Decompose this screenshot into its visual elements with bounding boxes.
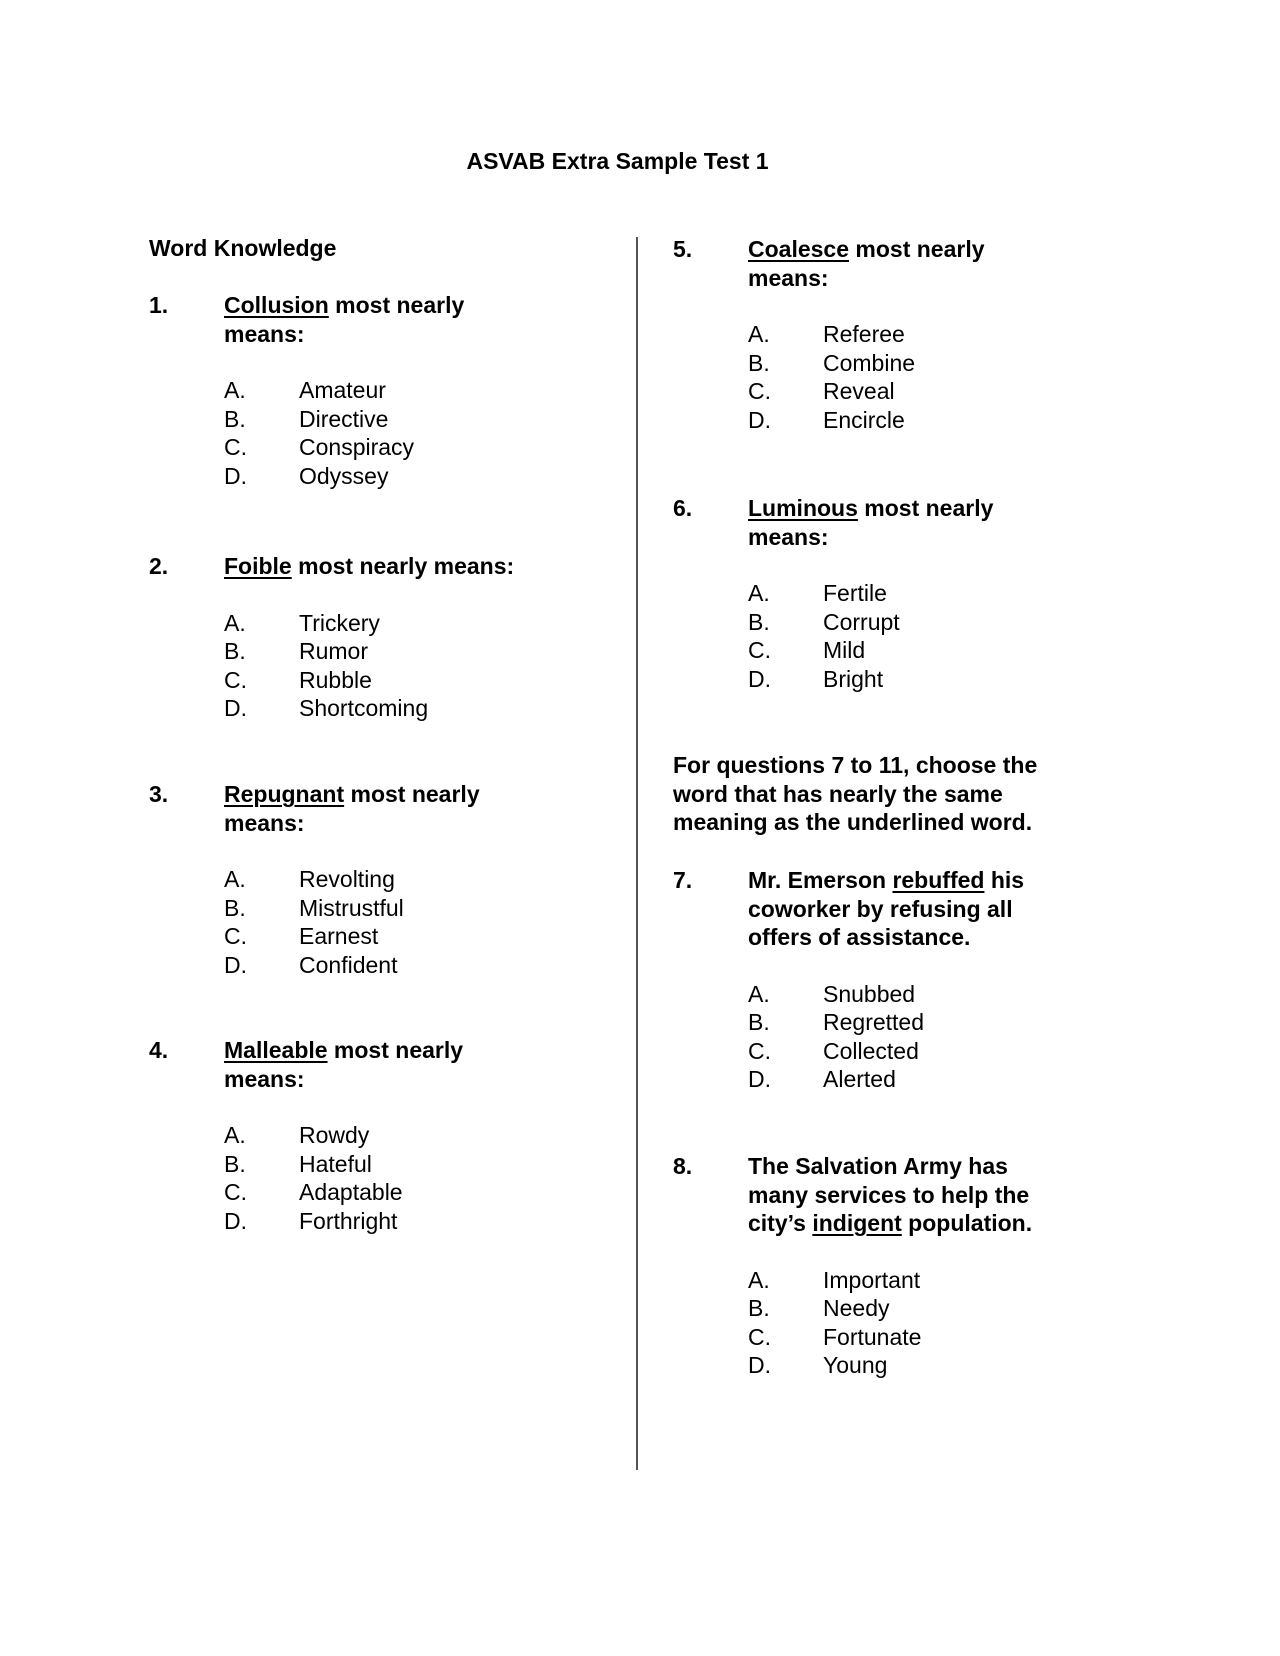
answer-option[interactable]: C. Reveal [748,378,895,404]
question-4 [149,1036,589,1235]
question-5 [673,235,1113,434]
answer-option[interactable]: A. Rowdy [224,1122,370,1148]
question-6 [673,494,1113,693]
instructions: For questions 7 to 11, choose the word that has nearly the same meaning as the underlined word. [673,752,1038,835]
question-2 [149,552,589,723]
answer-options [673,1266,1113,1380]
answer-options [673,980,1113,1094]
answer-option[interactable]: D. Confident [224,951,398,978]
question-stem: Mr. Emerson rebuffed his coworker by refusing all offers of assistance. [748,867,1025,950]
underlined-word: Collusion [224,292,329,318]
answer-option[interactable]: C. Collected [748,1037,919,1064]
answer-option[interactable]: A. Trickery [224,609,380,636]
question-number: 4. [149,1037,169,1063]
answer-options [149,865,589,979]
answer-options [673,320,1113,434]
question-3 [149,780,589,979]
answer-option[interactable]: B. Corrupt [748,608,900,635]
question-number: 3. [149,781,169,807]
underlined-word: Malleable [224,1037,328,1063]
answer-option[interactable]: B. Rumor [224,638,369,664]
question-7 [673,866,1113,1094]
answer-option[interactable]: A. Snubbed [748,980,916,1007]
underlined-word: indigent [812,1210,902,1236]
answer-option[interactable]: B. Directive [224,405,389,432]
answer-option[interactable]: A. Fertile [748,580,887,606]
question-stem: Luminous most nearly means: [748,495,994,550]
answer-option[interactable]: C. Earnest [224,923,379,949]
underlined-word: Foible [224,553,292,579]
answer-option[interactable]: C. Mild [748,637,866,663]
column-divider [636,237,638,1470]
answer-option[interactable]: C. Rubble [224,666,372,693]
answer-options [149,376,589,490]
answer-options [149,609,589,723]
answer-option[interactable]: D. Encircle [748,406,905,433]
answer-option[interactable]: A. Important [748,1266,921,1293]
question-stem: Coalesce most nearly means: [748,236,985,291]
underlined-word: Luminous [748,495,858,521]
question-number: 2. [149,553,169,579]
answer-option[interactable]: B. Hateful [224,1150,372,1177]
answer-option[interactable]: A. Referee [748,321,905,347]
answer-option[interactable]: D. Odyssey [224,462,389,489]
page-title: ASVAB Extra Sample Test 1 [466,148,769,174]
underlined-word: Coalesce [748,236,850,262]
question-stem: Malleable most nearly means: [224,1037,464,1092]
question-stem: The Salvation Army has many services to help the city’s indigent population. [748,1153,1033,1236]
question-stem: Collusion most nearly means: [224,292,465,347]
answer-option[interactable]: A. Revolting [224,866,395,892]
question-number: 1. [149,292,169,318]
question-8 [673,1152,1113,1380]
question-number: 8. [673,1153,693,1179]
question-number: 7. [673,867,693,893]
question-stem: Repugnant most nearly means: [224,781,480,836]
answer-option[interactable]: B. Mistrustful [224,894,404,921]
answer-option[interactable]: B. Needy [748,1295,890,1321]
section-heading: Word Knowledge [149,235,337,261]
question-number: 5. [673,236,693,262]
answer-option[interactable]: D. Forthright [224,1207,398,1234]
answer-option[interactable]: C. Conspiracy [224,434,415,460]
answer-option[interactable]: D. Bright [748,665,884,692]
answer-option[interactable]: D. Shortcoming [224,695,429,721]
answer-options [149,1121,589,1235]
underlined-word: rebuffed [892,867,985,893]
answer-options [673,579,1113,693]
answer-option[interactable]: A. Amateur [224,377,386,403]
question-number: 6. [673,495,693,521]
question-1 [149,291,589,490]
answer-option[interactable]: C. Adaptable [224,1179,403,1205]
answer-option[interactable]: D. Alerted [748,1066,896,1092]
answer-option[interactable]: B. Regretted [748,1009,925,1035]
answer-option[interactable]: C. Fortunate [748,1323,922,1350]
answer-option[interactable]: D. Young [748,1352,888,1378]
question-stem: Foible most nearly means: [224,553,515,579]
underlined-word: Repugnant [224,781,345,807]
answer-option[interactable]: B. Combine [748,349,916,376]
